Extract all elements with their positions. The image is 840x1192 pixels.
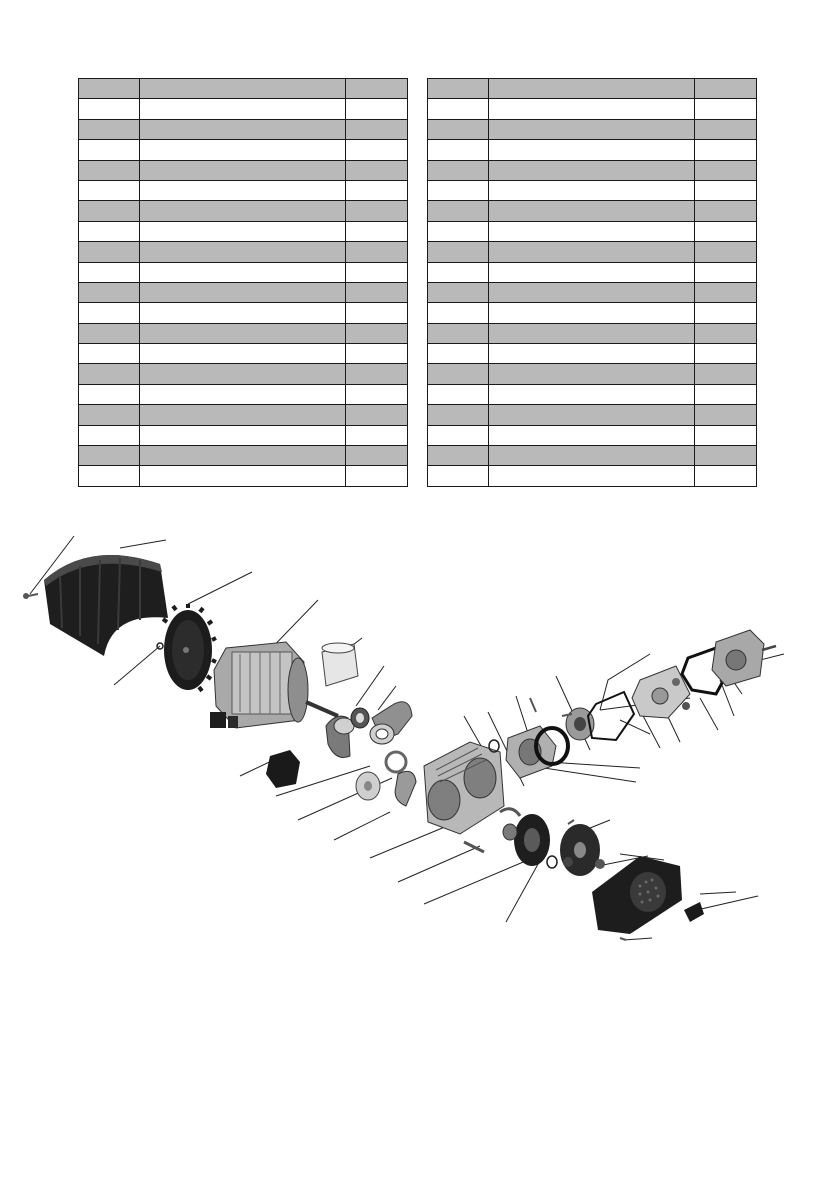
qty-cell <box>694 262 756 282</box>
table-row <box>428 180 757 200</box>
table-row <box>428 446 757 466</box>
table-row <box>428 201 757 221</box>
description-cell <box>489 201 695 221</box>
part-no-cell <box>79 323 140 343</box>
table-row <box>79 384 408 404</box>
bolt-part <box>530 698 536 712</box>
crank-part <box>326 716 354 757</box>
table-row <box>79 303 408 323</box>
table-row <box>79 405 408 425</box>
head-plate-part <box>506 726 556 778</box>
table-row <box>428 344 757 364</box>
part-no-cell <box>79 303 140 323</box>
qty-cell <box>345 282 407 302</box>
qty-cell <box>694 446 756 466</box>
part-no-cell <box>79 282 140 302</box>
description-cell <box>140 221 346 241</box>
parts-table-right-body <box>428 79 757 487</box>
part-no-cell <box>428 160 489 180</box>
table-row <box>79 446 408 466</box>
table-row <box>79 180 408 200</box>
qty-cell <box>345 221 407 241</box>
part-no-cell <box>79 140 140 160</box>
part-no-cell <box>79 425 140 445</box>
table-row <box>79 282 408 302</box>
table-row <box>79 221 408 241</box>
part-no-cell <box>428 180 489 200</box>
description-cell <box>140 160 346 180</box>
description-cell <box>140 119 346 139</box>
table-row <box>428 425 757 445</box>
table-row <box>79 140 408 160</box>
rear-fan-impeller-part <box>560 820 600 876</box>
cooling-fan-part <box>163 604 216 691</box>
qty-cell <box>694 405 756 425</box>
description-cell <box>489 119 695 139</box>
qty-cell <box>694 344 756 364</box>
qty-cell <box>345 262 407 282</box>
qty-cell <box>694 160 756 180</box>
qty-cell <box>694 180 756 200</box>
description-cell <box>140 140 346 160</box>
qty-cell <box>345 466 407 486</box>
small-nut-part <box>595 859 605 869</box>
description-cell <box>140 446 346 466</box>
qty-cell <box>345 242 407 262</box>
qty-cell <box>345 405 407 425</box>
part-no-cell <box>79 466 140 486</box>
description-cell <box>489 446 695 466</box>
description-cell <box>140 466 346 486</box>
parts-table-left-body <box>79 79 408 487</box>
qty-cell <box>694 323 756 343</box>
table-row <box>79 323 408 343</box>
part-no-cell <box>428 344 489 364</box>
parts-table-right <box>427 78 757 487</box>
part-no-cell <box>428 384 489 404</box>
table-row <box>428 140 757 160</box>
description-cell <box>140 405 346 425</box>
table-row <box>79 425 408 445</box>
qty-cell <box>345 323 407 343</box>
connecting-rod-part <box>370 702 412 744</box>
qty-cell <box>694 79 756 99</box>
qty-cell <box>694 140 756 160</box>
description-cell <box>489 99 695 119</box>
description-cell <box>489 425 695 445</box>
rubber-foot-part <box>684 902 704 922</box>
part-no-cell <box>79 384 140 404</box>
part-no-cell <box>428 466 489 486</box>
table-row <box>428 160 757 180</box>
description-cell <box>489 384 695 404</box>
description-cell <box>140 303 346 323</box>
table-row <box>428 242 757 262</box>
table-row <box>79 344 408 364</box>
exploded-view-diagram <box>0 520 840 970</box>
table-row <box>79 466 408 486</box>
qty-cell <box>694 425 756 445</box>
rear-fan-part <box>503 814 557 868</box>
table-row <box>428 99 757 119</box>
table-row <box>428 466 757 486</box>
part-no-cell <box>79 364 140 384</box>
qty-cell <box>345 303 407 323</box>
description-cell <box>140 384 346 404</box>
part-no-cell <box>79 180 140 200</box>
gasket-part-2 <box>588 692 634 740</box>
description-cell <box>489 405 695 425</box>
cylinder-block-part <box>424 742 504 834</box>
qty-cell <box>345 79 407 99</box>
part-no-cell <box>79 262 140 282</box>
description-cell <box>140 262 346 282</box>
qty-cell <box>345 384 407 404</box>
qty-cell <box>694 466 756 486</box>
table-row <box>79 201 408 221</box>
electric-motor-part <box>210 642 338 728</box>
description-cell <box>489 323 695 343</box>
description-cell <box>140 180 346 200</box>
qty-cell <box>345 364 407 384</box>
qty-cell <box>694 221 756 241</box>
part-no-cell <box>428 303 489 323</box>
bearing-part <box>351 708 369 728</box>
description-cell <box>489 282 695 302</box>
table-row <box>79 160 408 180</box>
part-no-cell <box>79 79 140 99</box>
part-no-cell <box>428 79 489 99</box>
table-row <box>428 79 757 99</box>
part-no-cell <box>79 405 140 425</box>
capacitor-part <box>322 643 358 686</box>
part-no-cell <box>428 221 489 241</box>
description-cell <box>489 140 695 160</box>
rear-cover-part <box>592 856 682 940</box>
description-cell <box>489 303 695 323</box>
table-row <box>79 364 408 384</box>
part-no-cell <box>428 119 489 139</box>
qty-cell <box>694 384 756 404</box>
qty-cell <box>345 140 407 160</box>
qty-cell <box>694 242 756 262</box>
qty-cell <box>345 99 407 119</box>
table-row <box>79 119 408 139</box>
qty-cell <box>694 282 756 302</box>
part-no-cell <box>428 405 489 425</box>
table-row <box>428 323 757 343</box>
table-row <box>79 242 408 262</box>
description-cell <box>489 180 695 200</box>
part-no-cell <box>79 242 140 262</box>
part-no-cell <box>428 425 489 445</box>
description-cell <box>489 221 695 241</box>
part-no-cell <box>79 99 140 119</box>
table-row <box>428 282 757 302</box>
description-cell <box>489 79 695 99</box>
qty-cell <box>694 99 756 119</box>
part-no-cell <box>428 242 489 262</box>
description-cell <box>140 242 346 262</box>
description-cell <box>489 242 695 262</box>
eccentric-part <box>356 772 380 800</box>
qty-cell <box>345 344 407 364</box>
description-cell <box>140 282 346 302</box>
table-row <box>428 221 757 241</box>
description-cell <box>140 344 346 364</box>
part-no-cell <box>428 282 489 302</box>
qty-cell <box>345 160 407 180</box>
description-cell <box>489 262 695 282</box>
qty-cell <box>345 201 407 221</box>
table-row <box>428 262 757 282</box>
part-no-cell <box>79 221 140 241</box>
table-row <box>428 303 757 323</box>
qty-cell <box>694 303 756 323</box>
qty-cell <box>694 364 756 384</box>
part-no-cell <box>79 160 140 180</box>
table-row <box>79 79 408 99</box>
description-cell <box>140 99 346 119</box>
description-cell <box>140 364 346 384</box>
qty-cell <box>694 201 756 221</box>
motor-cover-part <box>44 555 168 656</box>
description-cell <box>489 364 695 384</box>
table-row <box>428 364 757 384</box>
description-cell <box>489 160 695 180</box>
part-no-cell <box>79 446 140 466</box>
part-no-cell <box>79 119 140 139</box>
part-no-cell <box>79 344 140 364</box>
qty-cell <box>345 180 407 200</box>
part-no-cell <box>428 140 489 160</box>
part-no-cell <box>428 446 489 466</box>
description-cell <box>140 425 346 445</box>
description-cell <box>140 79 346 99</box>
part-no-cell <box>428 364 489 384</box>
qty-cell <box>345 119 407 139</box>
description-cell <box>140 323 346 343</box>
table-row <box>428 384 757 404</box>
qty-cell <box>345 446 407 466</box>
description-cell <box>140 201 346 221</box>
terminal-block-part <box>266 750 300 788</box>
table-row <box>428 119 757 139</box>
parts-table-left <box>78 78 408 487</box>
part-no-cell <box>428 201 489 221</box>
description-cell <box>489 344 695 364</box>
part-no-cell <box>428 262 489 282</box>
part-no-cell <box>428 99 489 119</box>
table-row <box>79 99 408 119</box>
table-row <box>428 405 757 425</box>
part-no-cell <box>79 201 140 221</box>
qty-cell <box>345 425 407 445</box>
table-row <box>79 262 408 282</box>
part-no-cell <box>428 323 489 343</box>
description-cell <box>489 466 695 486</box>
qty-cell <box>694 119 756 139</box>
